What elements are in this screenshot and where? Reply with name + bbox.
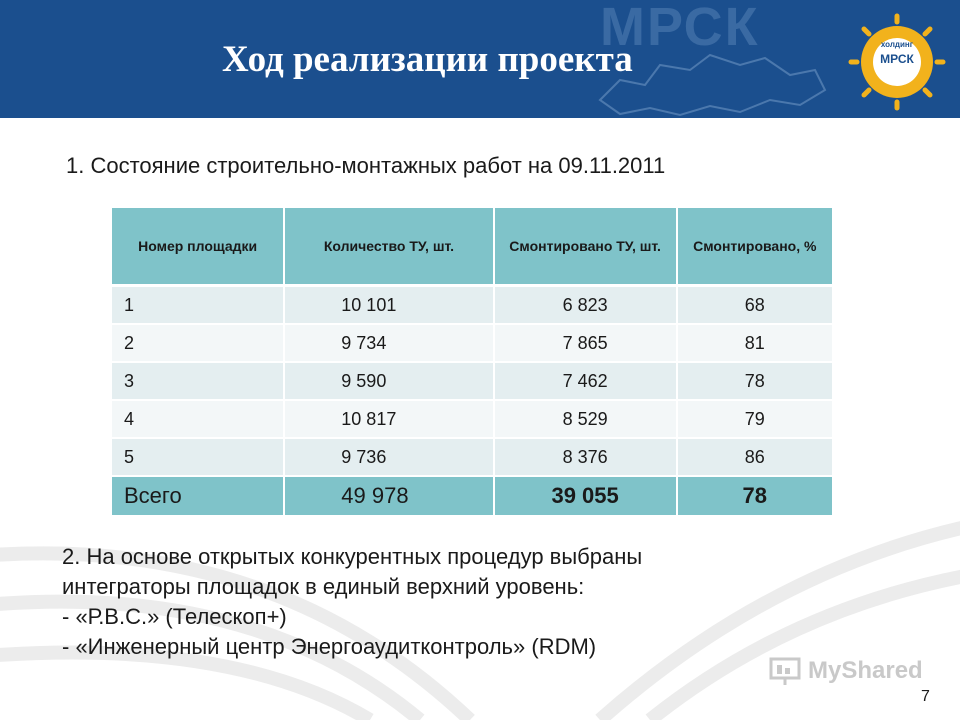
cell-tu-count: 9 734 xyxy=(285,325,494,363)
logo-name: МРСК xyxy=(880,52,914,66)
list-item: - «Инженерный центр Энергоаудитконтроль» (RDM) xyxy=(62,634,597,659)
cell-installed-percent: 78 xyxy=(678,363,832,401)
page-number: 7 xyxy=(921,688,930,705)
logo-caption: холдинг xyxy=(880,40,914,49)
column-header-tu-count: Количество ТУ, шт. xyxy=(285,208,494,287)
header-bar xyxy=(0,0,960,118)
installation-status-table xyxy=(112,208,832,517)
cell-site-number: 2 xyxy=(112,325,285,363)
table-row xyxy=(112,287,832,325)
column-header-installed-percent: Смонтировано, % xyxy=(678,208,832,287)
cell-installed-percent: 86 xyxy=(678,439,832,477)
cell-installed-percent: 79 xyxy=(678,401,832,439)
cell-installed-count: 7 865 xyxy=(495,325,678,363)
cell-tu-count: 10 101 xyxy=(285,287,494,325)
total-installed-percent: 78 xyxy=(678,477,832,517)
total-tu-count: 49 978 xyxy=(285,477,494,517)
page-title: Ход реализации проекта xyxy=(222,39,633,80)
cell-installed-count: 8 376 xyxy=(495,439,678,477)
column-header-installed-count: Смонтировано ТУ, шт. xyxy=(495,208,678,287)
cell-site-number: 1 xyxy=(112,287,285,325)
total-installed-count: 39 055 xyxy=(495,477,678,517)
cell-tu-count: 10 817 xyxy=(285,401,494,439)
header-watermark: МРСК xyxy=(600,0,760,57)
list-item: - «Р.В.С.» (Телескоп+) xyxy=(62,604,287,629)
integrators-paragraph xyxy=(62,542,802,662)
cell-installed-count: 7 462 xyxy=(495,363,678,401)
cell-site-number: 4 xyxy=(112,401,285,439)
table-row xyxy=(112,325,832,363)
cell-installed-percent: 81 xyxy=(678,325,832,363)
cell-installed-percent: 68 xyxy=(678,287,832,325)
table-row xyxy=(112,401,832,439)
table-header-row xyxy=(112,208,832,287)
myshared-watermark xyxy=(768,656,923,686)
table-row xyxy=(112,439,832,477)
paragraph-line: интеграторы площадок в единый верхний уровень: xyxy=(62,574,585,599)
cell-tu-count: 9 590 xyxy=(285,363,494,401)
presentation-icon xyxy=(768,656,802,686)
watermark-text: MyShared xyxy=(808,657,923,684)
table-row xyxy=(112,363,832,401)
total-label: Всего xyxy=(112,477,285,517)
cell-installed-count: 6 823 xyxy=(495,287,678,325)
column-header-site-number: Номер площадки xyxy=(112,208,285,287)
cell-tu-count: 9 736 xyxy=(285,439,494,477)
cell-installed-count: 8 529 xyxy=(495,401,678,439)
paragraph-line: 2. На основе открытых конкурентных процедур выбраны xyxy=(62,544,643,569)
section-heading: 1. Состояние строительно-монтажных работ на 09.11.2011 xyxy=(66,153,666,178)
table-total-row xyxy=(112,477,832,517)
cell-site-number: 5 xyxy=(112,439,285,477)
company-logo xyxy=(842,12,952,112)
cell-site-number: 3 xyxy=(112,363,285,401)
